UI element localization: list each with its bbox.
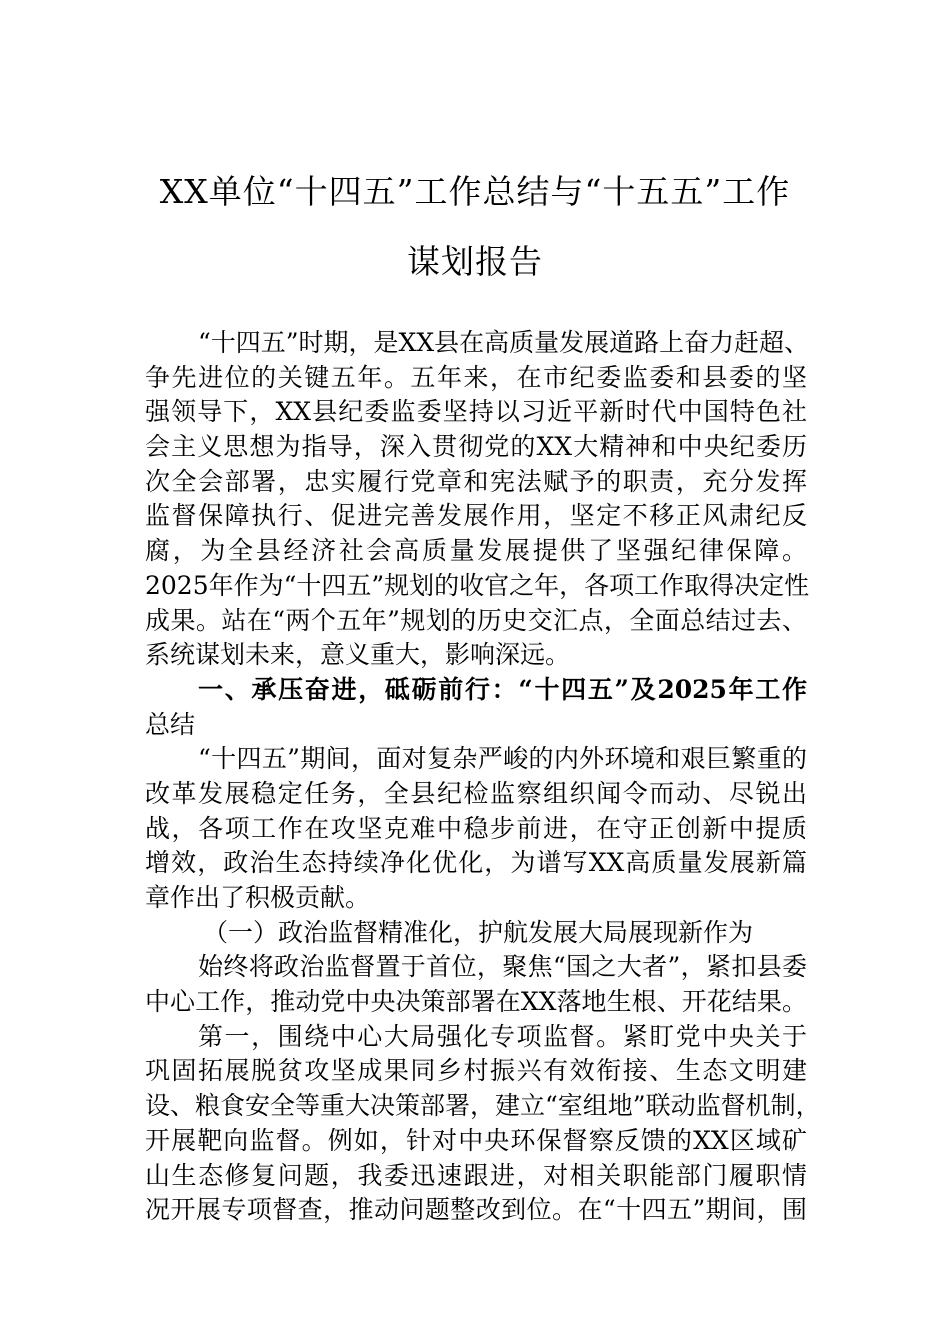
text-line: 2025年作为“十四五”规划的收官之年，各项工作取得决定性	[145, 570, 810, 600]
paragraph-summary	[145, 742, 807, 915]
text-line: 巩固拓展脱贫攻坚成果同乡村振兴有效衔接、生态文明建	[145, 1056, 807, 1086]
document-title-line-1: XX单位“十四五”工作总结与“十五五”工作	[159, 172, 791, 211]
heading-line: 总结	[145, 709, 196, 739]
document-body	[145, 326, 821, 1228]
text-line: 设、粮食安全等重大决策部署，建立“室组地”联动监督机制，	[145, 1091, 821, 1121]
text-line: 系统谋划未来，意义重大，影响深远。	[145, 640, 571, 670]
text-line: 改革发展稳定任务，全县纪检监察组织闻令而动、尽锐出	[145, 778, 807, 808]
text-line: 中心工作，推动党中央决策部署在XX落地生根、开花结果。	[145, 987, 807, 1017]
text-line: 监督保障执行、促进完善发展作用，坚定不移正风肃纪反	[145, 501, 807, 531]
paragraph-first-point	[145, 1020, 821, 1228]
paragraph-intro	[145, 326, 810, 673]
text-line: 会主义思想为指导，深入贯彻党的XX大精神和中央纪委历	[145, 432, 807, 462]
subsection-heading: （一）政治监督精准化，护航发展大局展现新作为	[203, 917, 754, 947]
text-line: 强领导下，XX县纪委监委坚持以习近平新时代中国特色社	[145, 397, 807, 427]
document-title-line-2: 谋划报告	[407, 242, 543, 281]
section-heading-1	[145, 673, 807, 742]
text-line: “十四五”期间，面对复杂严峻的内外环境和艰巨繁重的	[198, 744, 807, 774]
text-line: 争先进位的关键五年。五年来，在市纪委监委和县委的坚	[145, 362, 807, 392]
text-line: 况开展专项督查，推动问题整改到位。在“十四五”期间，围	[145, 1195, 807, 1225]
text-line: 山生态修复问题，我委迅速跟进，对相关职能部门履职情	[145, 1160, 807, 1190]
heading-line: 一、承压奋进，砥砺前行：“十四五”及2025年工作	[198, 674, 807, 704]
paragraph-political-supervision	[145, 950, 807, 1019]
text-line: 增效，政治生态持续净化优化，为谱写XX高质量发展新篇	[145, 848, 807, 878]
text-line: 开展靶向监督。例如，针对中央环保督察反馈的XX区域矿	[145, 1125, 807, 1155]
text-line: 成果。站在“两个五年”规划的历史交汇点，全面总结过去、	[145, 605, 807, 635]
text-line: 战，各项工作在攻坚克难中稳步前进，在守正创新中提质	[145, 813, 807, 843]
text-line: 腐，为全县经济社会高质量发展提供了坚强纪律保障。	[145, 536, 807, 566]
text-line: 次全会部署，忠实履行党章和宪法赋予的职责，充分发挥	[145, 466, 807, 496]
text-line: “十四五”时期，是XX县在高质量发展道路上奋力赶超、	[198, 328, 810, 357]
text-line: 始终将政治监督置于首位，聚焦“国之大者”，紧扣县委	[198, 952, 807, 982]
text-line: 第一，围绕中心大局强化专项监督。紧盯党中央关于	[198, 1021, 807, 1051]
text-line: 章作出了积极贡献。	[145, 883, 371, 912]
